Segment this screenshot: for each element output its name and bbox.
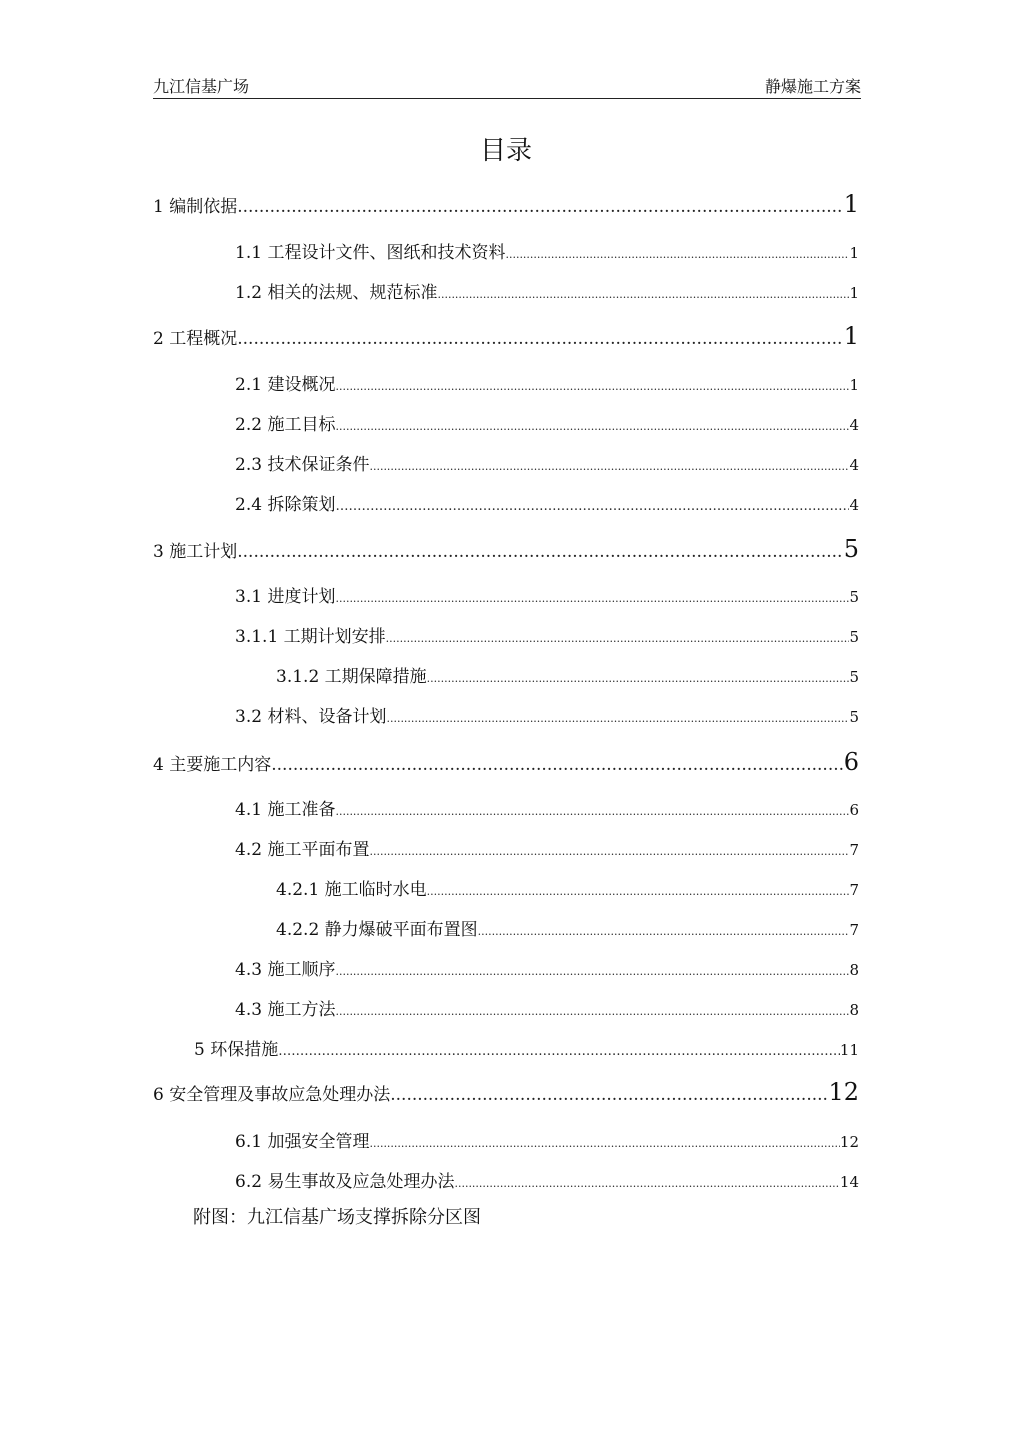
toc-entry-label: 4.3 施工顺序 (235, 960, 336, 980)
toc-entry-label: 2.1 建设概况 (235, 375, 336, 395)
toc-entry-page: 12 (828, 1078, 859, 1106)
toc-leader (237, 329, 843, 349)
appendix-note: 附图：九江信基广场支撑拆除分区图 (193, 1207, 481, 1228)
toc-leader (335, 1005, 849, 1018)
toc-entry-label: 2 工程概况 (153, 329, 238, 349)
toc-leader (390, 1085, 828, 1105)
toc-entry-label: 6.2 易生事故及应急处理办法 (235, 1172, 455, 1192)
toc-entry[interactable] (235, 410, 859, 435)
toc-entry-page: 6 (849, 801, 859, 819)
toc-entry-label: 2.3 技术保证条件 (235, 455, 370, 475)
page-header (153, 72, 861, 99)
toc-entry-label: 1 编制依据 (153, 197, 238, 217)
toc-entry-label: 1.2 相关的法规、规范标准 (235, 283, 438, 303)
toc-entry-label: 1.1 工程设计文件、图纸和技术资料 (235, 243, 506, 263)
toc-entry-page: 6 (843, 748, 859, 776)
toc-entry-page: 1 (849, 376, 859, 394)
toc-entry-page: 4 (849, 496, 859, 514)
toc-entry-label: 4 主要施工内容 (153, 755, 272, 775)
toc-entry-label: 4.2 施工平面布置 (235, 840, 370, 860)
toc-entry-page: 8 (849, 1001, 859, 1019)
toc-entry-label: 6 安全管理及事故应急处理办法 (153, 1085, 391, 1105)
toc-entry-label: 6.1 加强安全管理 (235, 1132, 370, 1152)
toc-entry-page: 8 (849, 961, 859, 979)
toc-entry[interactable] (235, 622, 859, 647)
toc-leader (369, 460, 849, 473)
toc-entry[interactable] (153, 190, 859, 218)
toc-entry[interactable] (235, 795, 859, 820)
toc-entry[interactable] (235, 450, 859, 475)
toc-entry-page: 1 (849, 244, 859, 262)
header-project-name: 九江信基广场 (153, 77, 250, 96)
toc-entry[interactable] (235, 1167, 859, 1192)
toc-entry-page: 5 (849, 668, 859, 686)
toc-entry[interactable] (235, 582, 859, 607)
toc-leader (427, 672, 850, 685)
toc-leader (437, 288, 849, 301)
toc-entry-page: 5 (849, 708, 859, 726)
toc-entry-page: 4 (849, 456, 859, 474)
toc-entry[interactable] (235, 1127, 859, 1152)
toc-entry[interactable] (235, 995, 859, 1020)
toc-entry[interactable] (153, 1078, 859, 1106)
toc-entry-label: 3.1.1 工期计划安排 (235, 627, 386, 647)
toc-leader (369, 1137, 839, 1150)
toc-entry[interactable] (153, 535, 859, 563)
page-title: 目录 (479, 136, 532, 166)
toc-leader (335, 380, 849, 393)
toc-entry-page: 1 (843, 322, 859, 350)
toc-entry[interactable] (235, 835, 859, 860)
toc-entry-page: 12 (839, 1133, 859, 1151)
toc-leader (237, 197, 843, 217)
toc-entry[interactable] (276, 662, 859, 687)
toc-entry[interactable] (276, 875, 859, 900)
toc-leader (386, 712, 849, 725)
toc-entry-label: 2.2 施工目标 (235, 415, 336, 435)
toc-leader (237, 542, 843, 562)
toc-leader (335, 965, 849, 978)
toc-entry-label: 4.3 施工方法 (235, 1000, 336, 1020)
toc-entry-label: 2.4 拆除策划 (235, 495, 336, 515)
toc-entry[interactable] (153, 322, 859, 350)
toc-entry-page: 14 (839, 1173, 859, 1191)
header-document-name: 静爆施工方案 (764, 77, 861, 96)
toc-entry-page: 7 (849, 881, 859, 899)
toc-leader (335, 420, 849, 433)
toc-entry-label: 3.1.2 工期保障措施 (276, 667, 427, 687)
toc-entry[interactable] (153, 748, 859, 776)
toc-leader (335, 592, 849, 605)
toc-entry-label: 4.1 施工准备 (235, 800, 336, 820)
toc-leader (335, 499, 849, 514)
toc-entry-label: 5 环保措施 (194, 1040, 279, 1060)
toc-entry-page: 1 (849, 284, 859, 302)
toc-entry-label: 3.2 材料、设备计划 (235, 707, 387, 727)
toc-entry[interactable] (276, 915, 859, 940)
toc-entry-label: 3.1 进度计划 (235, 587, 336, 607)
toc-leader (427, 885, 850, 898)
toc-leader (386, 632, 850, 645)
toc-entry-page: 5 (849, 588, 859, 606)
toc-entry[interactable] (194, 1035, 859, 1060)
toc-entry-label: 4.2.1 施工临时水电 (276, 880, 427, 900)
toc-entry-label: 4.2.2 静力爆破平面布置图 (276, 920, 478, 940)
toc-leader (278, 1044, 840, 1059)
toc-leader (478, 925, 850, 938)
toc-entry-page: 7 (849, 921, 859, 939)
toc-entry-page: 7 (849, 841, 859, 859)
toc-entry-page: 5 (843, 535, 859, 563)
toc-leader (454, 1177, 839, 1190)
toc-entry[interactable] (235, 278, 859, 303)
toc-entry-label: 3 施工计划 (153, 542, 238, 562)
toc-entry[interactable] (235, 955, 859, 980)
toc-entry-page: 1 (843, 190, 859, 218)
toc-entry-page: 4 (849, 416, 859, 434)
toc-entry-page: 11 (839, 1041, 859, 1059)
toc-leader (335, 805, 849, 818)
toc-leader (505, 248, 849, 261)
toc-entry[interactable] (235, 490, 859, 515)
toc-entry[interactable] (235, 238, 859, 263)
toc-entry[interactable] (235, 702, 859, 727)
toc-entry[interactable] (235, 370, 859, 395)
toc-entry-page: 5 (849, 628, 859, 646)
toc-leader (271, 755, 843, 775)
toc-leader (369, 845, 849, 858)
